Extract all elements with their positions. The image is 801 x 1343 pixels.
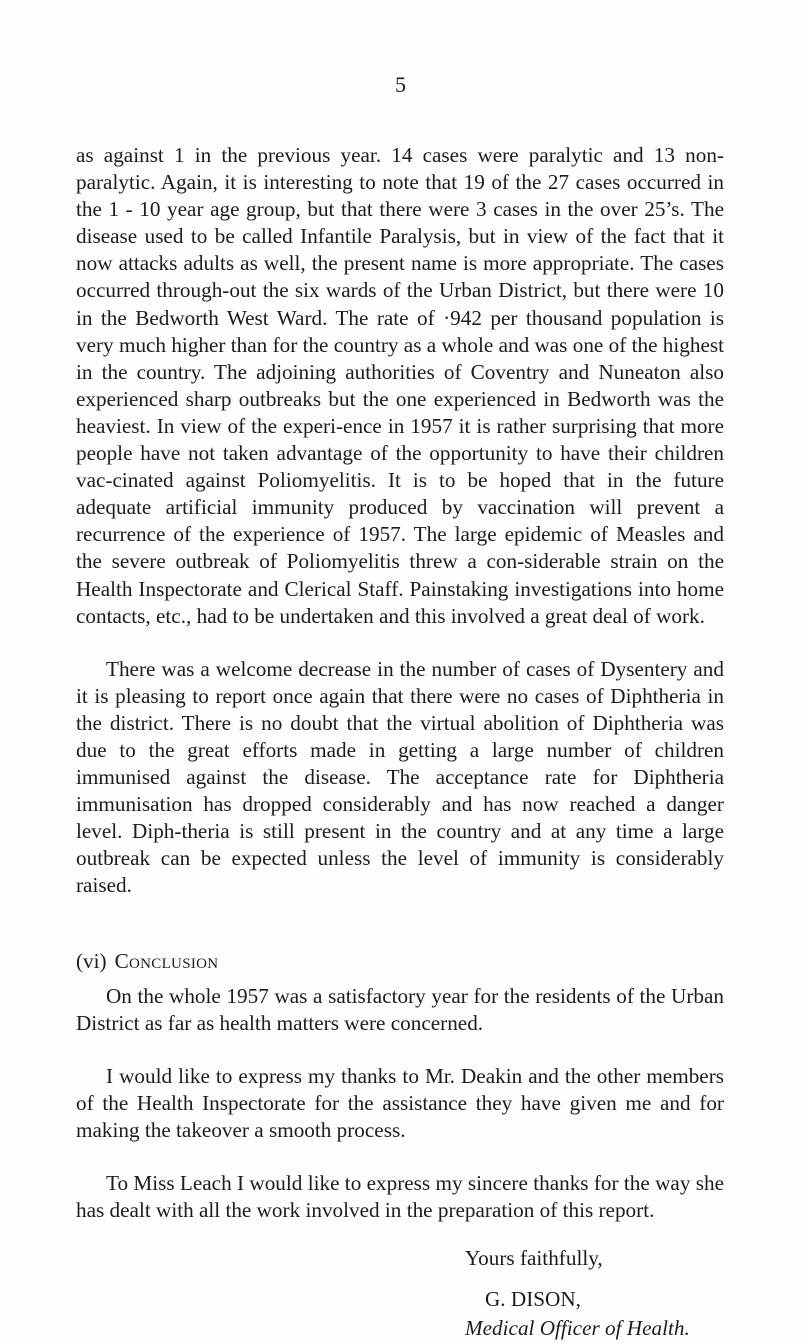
page-number: 5	[395, 72, 406, 97]
paragraph-poliomyelitis: as against 1 in the previous year. 14 cases were paralytic and 13 non-paralytic. Again, it is interesting to note that 19 of the 27 cases occurred in the 1 - 10 year age group, but that there were 3 cases in the over 25’s. The disease used to be called Infantile Paralysis, but in view of the fact that it now attacks adults as well, the present name is more appropriate. The cases occurred through-out the six wards of the Urban District, but there were 10 in the Bedworth West Ward. The rate of ·942 per thousand population is very much higher than for the country as a whole and was one of the highest in the country. The adjoining authorities of Coventry and Nuneaton also experienced sharp outbreaks but the one experienced in Bedworth was the heaviest. In view of the experi-ence in 1957 it is rather surprising that more people have not taken advantage of the opportunity to have their children vac-cinated against Poliomyelitis. It is to be hoped that in the future adequate artificial immunity produced by vaccination will prevent a recurrence of the experience of 1957. The large epidemic of Measles and the severe outbreak of Poliomyelitis threw a con-siderable strain on the Health Inspectorate and Clerical Staff. Painstaking investigations into home contacts, etc., had to be undertaken and this involved a great deal of work.	[76, 143, 724, 628]
paragraph-dysentery-diphtheria: There was a welcome decrease in the number of cases of Dysentery and it is pleasing to report once again that there were no cases of Diphtheria in the district. There is no doubt that the virtual abolition of Diphtheria was due to the great efforts made in getting a large number of children immunised against the disease. The acceptance rate for Diphtheria immunisation has dropped considerably and has now reached a danger level. Diph-theria is still present in the country and at any time a large outbreak can be expected unless the level of immunity is considerably raised.	[76, 656, 724, 898]
section-title: Conclusion	[114, 948, 219, 973]
signature-title: Medical Officer of Health.	[465, 1316, 690, 1341]
paragraph-thanks-deakin: I would like to express my thanks to Mr. Deakin and the other members of the Health Inspectorate for the assistance they have given me and for making the takeover a smooth process.	[76, 1063, 724, 1142]
signature-block	[465, 1244, 724, 1343]
signature-closing: Yours faithfully,	[465, 1246, 603, 1271]
paragraph-thanks-leach: To Miss Leach I would like to express my sincere thanks for the way she has dealt with all the work involved in the preparation of this report.	[76, 1171, 724, 1223]
paragraph-conclusion: On the whole 1957 was a satisfactory year for the residents of the Urban District as far as health matters were concerned.	[76, 983, 724, 1035]
signature-name: G. DISON,	[485, 1287, 581, 1312]
section-number: (vi)	[76, 948, 107, 973]
document-body	[76, 142, 724, 1343]
section-heading-conclusion	[76, 948, 724, 975]
